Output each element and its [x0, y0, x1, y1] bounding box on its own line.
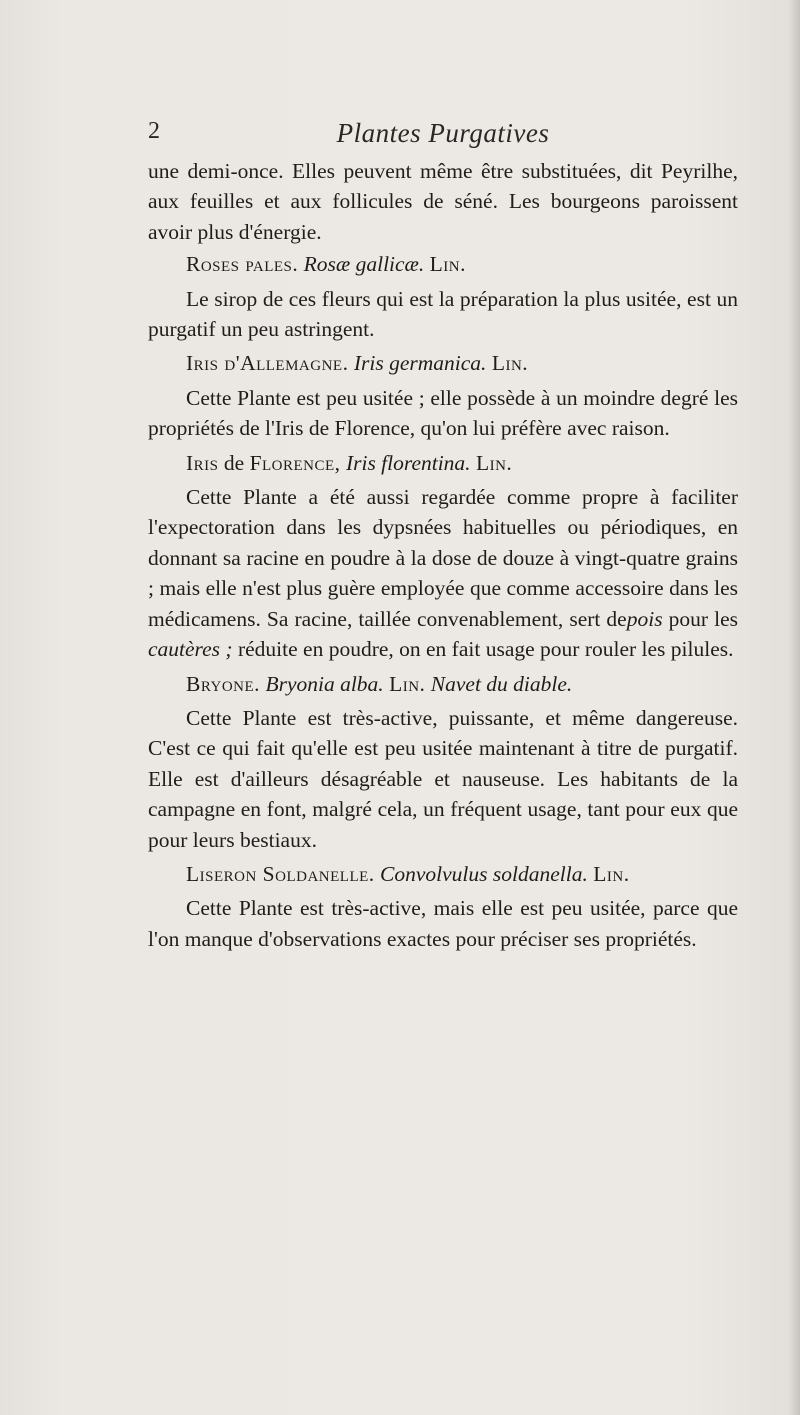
author-abbrev: Lin.	[389, 671, 426, 696]
latin-name: Iris florentina.	[345, 450, 471, 475]
latin-name: Bryonia alba.	[265, 671, 384, 696]
author-abbrev: Lin.	[475, 450, 513, 475]
paragraph-liseron: Cette Plante est très-active, mais elle est peu usitée, parce que l'on manque d'observations exactes pour préciser ses propriétés.	[148, 896, 738, 951]
running-title: Plantes Purgatives	[336, 118, 550, 148]
entry-iris-florence	[148, 448, 738, 478]
plant-name: Roses pales.	[186, 252, 299, 277]
plant-name: Liseron Soldanelle.	[186, 861, 375, 886]
text-segment: réduite en poudre, on en fait usage pour rouler les pilules.	[237, 637, 734, 662]
plant-name-part: Florence,	[249, 450, 341, 475]
entry-bryone	[148, 669, 738, 699]
plant-name-part: Iris	[186, 450, 219, 475]
entry-roses-pales	[148, 249, 738, 279]
common-name: Navet du diable.	[430, 671, 573, 696]
text-segment: pour les	[668, 606, 739, 631]
latin-name: Rosæ gallicæ.	[303, 252, 425, 277]
page-edge-shadow	[788, 0, 800, 1415]
plant-name-part: de	[223, 450, 245, 475]
italic-term: pois	[626, 606, 663, 631]
plant-name: Iris d'Allemagne.	[186, 351, 349, 376]
body-text	[148, 156, 738, 958]
paragraph-continued: une demi-once. Elles peuvent même être substituées, dit Peyrilhe, aux feuilles et aux follicules de séné. Les bourgeons paroissent avoir plus d'énergie.	[148, 159, 738, 244]
paragraph-iris-florence	[148, 482, 738, 664]
latin-name: Iris germanica.	[353, 351, 487, 376]
page-number: 2	[148, 118, 160, 144]
italic-term: cautères ;	[148, 637, 233, 662]
text-segment: Cette Plante a été aussi regardée comme propre à faciliter l'expectoration dans les dypsnées habituelles ou périodiques, en donnant sa racine en poudre à la dose de douze à vingt-quatre grains ; mais elle n'est plus guère employée que comme accessoire dans les médicamens. Sa racine, taillée convenablement, sert de	[148, 485, 738, 631]
author-abbrev: Lin.	[491, 351, 529, 376]
latin-name: Convolvulus soldanella.	[380, 861, 588, 886]
page-header	[148, 118, 738, 152]
author-abbrev: Lin.	[593, 861, 630, 886]
paragraph-bryone: Cette Plante est très-active, puissante, et même dangereuse. C'est ce qui fait qu'elle est peu usitée maintenant à titre de purgatif. Elle est d'ailleurs désagréable et nauseuse. Les habitants de la campagne en font, malgré cela, un fréquent usage, tant pour eux que pour leurs bestiaux.	[148, 705, 738, 852]
entry-liseron	[148, 859, 738, 889]
plant-name: Bryone.	[186, 671, 261, 696]
author-abbrev: Lin.	[429, 252, 466, 277]
entry-iris-allemagne	[148, 348, 738, 378]
paragraph-iris-allemagne: Cette Plante est peu usitée ; elle possède à un moindre degré les propriétés de l'Iris de Florence, qu'on lui préfère avec raison.	[148, 385, 738, 441]
paragraph-roses: Le sirop de ces fleurs qui est la préparation la plus usitée, est un purgatif un peu astringent.	[148, 286, 738, 342]
